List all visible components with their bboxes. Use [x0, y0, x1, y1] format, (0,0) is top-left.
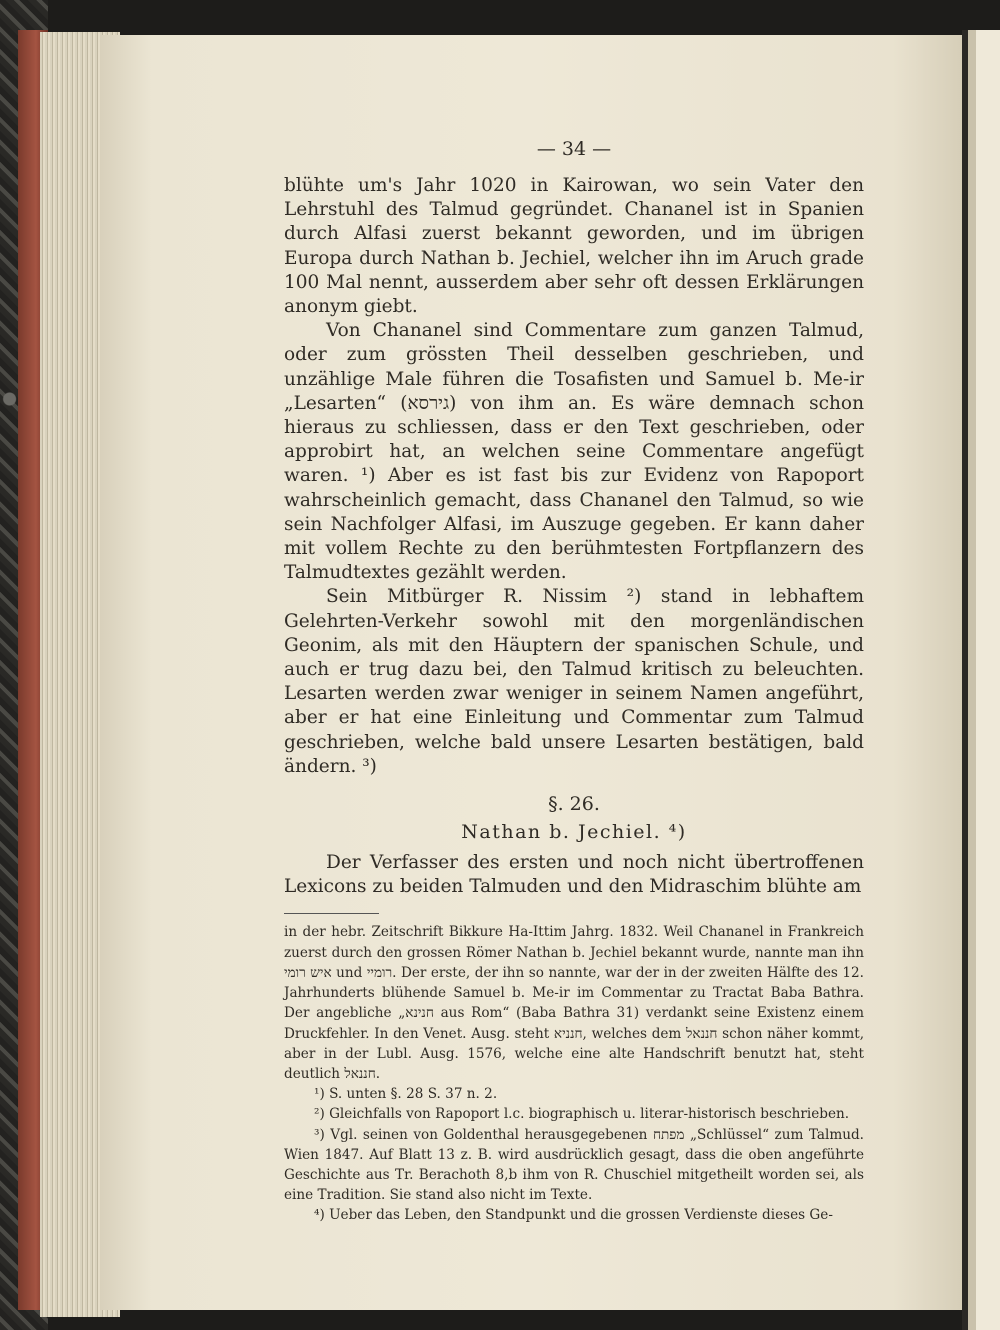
paragraph-2: Von Chananel sind Commentare zum ganzen Talmud, oder zum grössten Theil desselben geschrieben, und unzählige Male führen die Tosafisten und Samuel b. Me-ir „Lesarten“ (גירסא) von ihm an. Es wäre demnach schon hieraus zu schliessen, dass er den Text geschrieben, oder approbirt hat, an welchen seine Commentare angefügt waren. ¹) Aber es ist fast bis zur Evidenz von Rapoport wahrscheinlich gemacht, dass Chananel den Talmud, so wie sein Nachfolger Alfasi, im Auszuge gegeben. Er kann daher mit vollem Rechte zu den berühmtesten Fortpflanzern des Talmudtextes gezählt werden.: [284, 320, 864, 584]
footnote-3: ³) Vgl. seinen von Goldenthal herausgegebenen מפתח „Schlüssel“ zum Talmud. Wien 1847. Auf Blatt 13 z. B. wird ausdrücklich gesagt, dass die oben angeführte Geschichte aus Tr. Berachoth 8,b ihm von R. Chuschiel mitgetheilt worden sei, als eine Tradition. Sie stand also nicht im Texte.: [284, 1126, 864, 1204]
section-paragraph: Der Verfasser des ersten und noch nicht übertroffenen Lexicons zu beiden Talmuden und den Midraschim blühte am: [284, 852, 864, 898]
footnote-2: ²) Gleichfalls von Rapoport l.c. biographisch u. literar-historisch beschrieben.: [314, 1106, 850, 1123]
paragraph-1: blühte um's Jahr 1020 in Kairowan, wo sein Vater den Lehrstuhl des Talmud gegründet. Chananel ist in Spanien durch Alfasi zuerst bekannt geworden, und im übrigen Europa durch Nathan b. Jechiel, welcher ihn im Aruch grade 100 Mal nennt, ausserdem aber sehr oft dessen Erklärungen anonym giebt.: [284, 175, 864, 318]
page-content: [284, 138, 864, 1226]
footnote-continuation: in der hebr. Zeitschrift Bikkure Ha-Ittim Jahrg. 1832. Weil Chananel in Frankreich zuerst durch den grossen Römer Nathan b. Jechiel bekannt wurde, nannte man ihn איש רומי und רומיי. Der erste, der ihn so nannte, war der in der zweiten Hälfte des 12. Jahrhunderts blühende Samuel b. Me-ir im Commentar zu Tractat Baba Bathra. Der angebliche „חנינא aus Rom“ (Baba Bathra 31) verdankt seine Existenz einem Druckfehler. In den Venet. Ausg. steht חנניא, welches dem חננאל schon näher kommt, aber in der Lubl. Ausg. 1576, welche eine alte Handschrift benutzt hat, steht deutlich חננאל.: [284, 924, 865, 1082]
footnote-4: ⁴) Ueber das Leben, den Standpunkt und die grossen Verdienste dieses Ge-: [314, 1207, 833, 1224]
main-text: [284, 174, 864, 779]
page-number: — 34 —: [536, 138, 612, 160]
facing-page-edge: [962, 30, 1000, 1330]
paragraph-3: Sein Mitbürger R. Nissim ²) stand in lebhaftem Gelehrten-Verkehr sowohl mit den morgenländischen Geonim, als mit den Häuptern der spanischen Schule, und auch er trug dazu bei, den Talmud kritisch zu beleuchten. Lesarten werden zwar weniger in seinem Namen angeführt, aber er hat eine Einleitung und Commentar zum Talmud geschrieben, welche bald unsere Lesarten bestätigen, bald ändern. ³): [284, 586, 864, 777]
footnote-rule: [284, 913, 379, 914]
section-text: [284, 851, 864, 899]
section-number: §. 26.: [548, 793, 600, 816]
section-title: Nathan b. Jechiel. ⁴): [461, 821, 687, 844]
footnote-1: ¹) S. unten §. 28 S. 37 n. 2.: [314, 1086, 498, 1103]
footnotes: [284, 922, 864, 1225]
